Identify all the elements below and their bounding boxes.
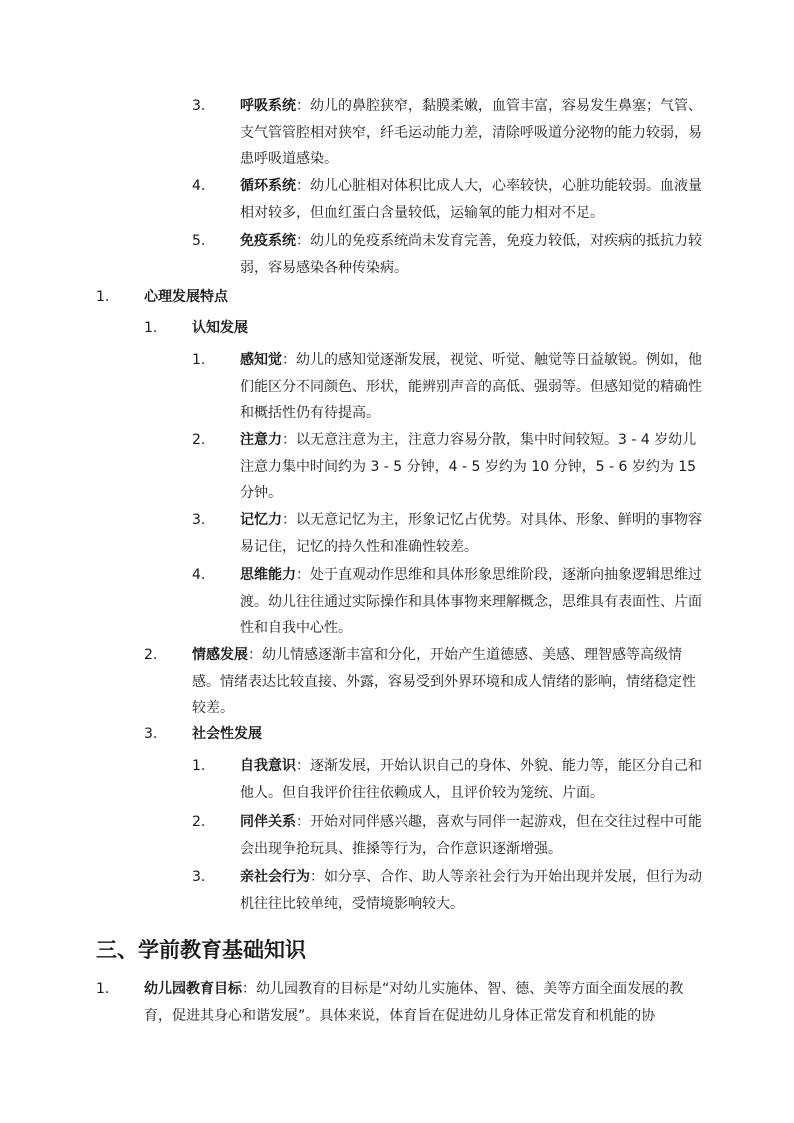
- term-text: ：幼儿的免疫系统尚未发育完善，免疫力较低，对疾病的抵抗力较弱，容易感染各种传染病。: [240, 233, 702, 276]
- list-number: 5.: [192, 233, 206, 249]
- term-label: 同伴关系: [240, 814, 296, 830]
- term-label: 注意力: [240, 432, 282, 448]
- term-label: 免疫系统: [240, 233, 296, 249]
- term-label: 思维能力: [240, 567, 296, 583]
- term-text: ：逐渐发展，开始认识自己的身体、外貌、能力等，能区分自己和他人。但自我评价往往依赖成人，且评价较为笼统、片面。: [240, 758, 702, 801]
- term-text: ：幼儿情感逐渐丰富和分化，开始产生道德感、美感、理智感等高级情感。情绪表达比较直接、外露，容易受到外界环境和成人情绪的影响，情绪稳定性较差。: [192, 647, 696, 716]
- list-number: 1.: [96, 289, 110, 305]
- heading-label: 心理发展特点: [144, 289, 228, 305]
- term-text: ：以无意注意为主，注意力容易分散，集中时间较短。3 - 4 岁幼儿注意力集中时间约为 3 - 5 分钟，4 - 5 岁约为 10 分钟，5 - 6 岁约为 15 分钟。: [240, 432, 697, 501]
- heading-label: 认知发展: [192, 320, 248, 336]
- list-number: 2.: [192, 814, 206, 830]
- term-text: ：如分享、合作、助人等亲社会行为开始出现并发展，但行为动机往往比较单纯，受情境影响较大。: [240, 869, 702, 912]
- term-label: 循环系统: [240, 178, 296, 194]
- list-number: 1.: [96, 981, 110, 997]
- term-text: ：处于直观动作思维和具体形象思维阶段，逐渐向抽象逻辑思维过渡。幼儿往往通过实际操作和具体事物来理解概念，思维具有表面性、片面性和自我中心性。: [240, 567, 702, 636]
- heading-label: 社会性发展: [192, 726, 262, 742]
- list-number: 2.: [192, 432, 206, 448]
- list-number: 3.: [192, 869, 206, 885]
- list-number: 3.: [192, 98, 206, 114]
- term-text: ：幼儿的鼻腔狭窄，黏膜柔嫩，血管丰富，容易发生鼻塞；气管、支气管管腔相对狭窄，纤毛运动能力差，清除呼吸道分泌物的能力较弱，易患呼吸道感染。: [240, 98, 702, 167]
- list-number: 4.: [192, 178, 206, 194]
- list-number: 3.: [144, 726, 158, 742]
- list-number: 1.: [144, 320, 158, 336]
- list-number: 1.: [192, 758, 206, 774]
- term-label: 呼吸系统: [240, 98, 296, 114]
- term-label: 感知觉: [240, 352, 282, 368]
- list-number: 1.: [192, 352, 206, 368]
- term-text: ：幼儿园教育的目标是“对幼儿实施体、智、德、美等方面全面发展的教育，促进其身心和谐发展”。具体来说，体育旨在促进幼儿身体正常发育和机能的协: [144, 981, 684, 1024]
- term-text: ：幼儿心脏相对体积比成人大，心率较快，心脏功能较弱。血液量相对较多，但血红蛋白含量较低，运输氧的能力相对不足。: [240, 178, 702, 221]
- list-number: 3.: [192, 512, 206, 528]
- term-label: 情感发展: [192, 647, 248, 663]
- list-number: 4.: [192, 567, 206, 583]
- term-label: 幼儿园教育目标: [144, 981, 242, 997]
- section-heading: 三、学前教育基础知识: [96, 938, 306, 962]
- list-number: 2.: [144, 647, 158, 663]
- term-label: 亲社会行为: [240, 869, 310, 885]
- term-text: ：开始对同伴感兴趣，喜欢与同伴一起游戏，但在交往过程中可能会出现争抢玩具、推搡等行为，合作意识逐渐增强。: [240, 814, 702, 857]
- term-label: 记忆力: [240, 512, 282, 528]
- term-text: ：幼儿的感知觉逐渐发展，视觉、听觉、触觉等日益敏锐。例如，他们能区分不同颜色、形状，能辨别声音的高低、强弱等。但感知觉的精确性和概括性仍有待提高。: [240, 352, 702, 421]
- term-label: 自我意识: [240, 758, 296, 774]
- term-text: ：以无意记忆为主，形象记忆占优势。对具体、形象、鲜明的事物容易记住，记忆的持久性和准确性较差。: [240, 512, 702, 555]
